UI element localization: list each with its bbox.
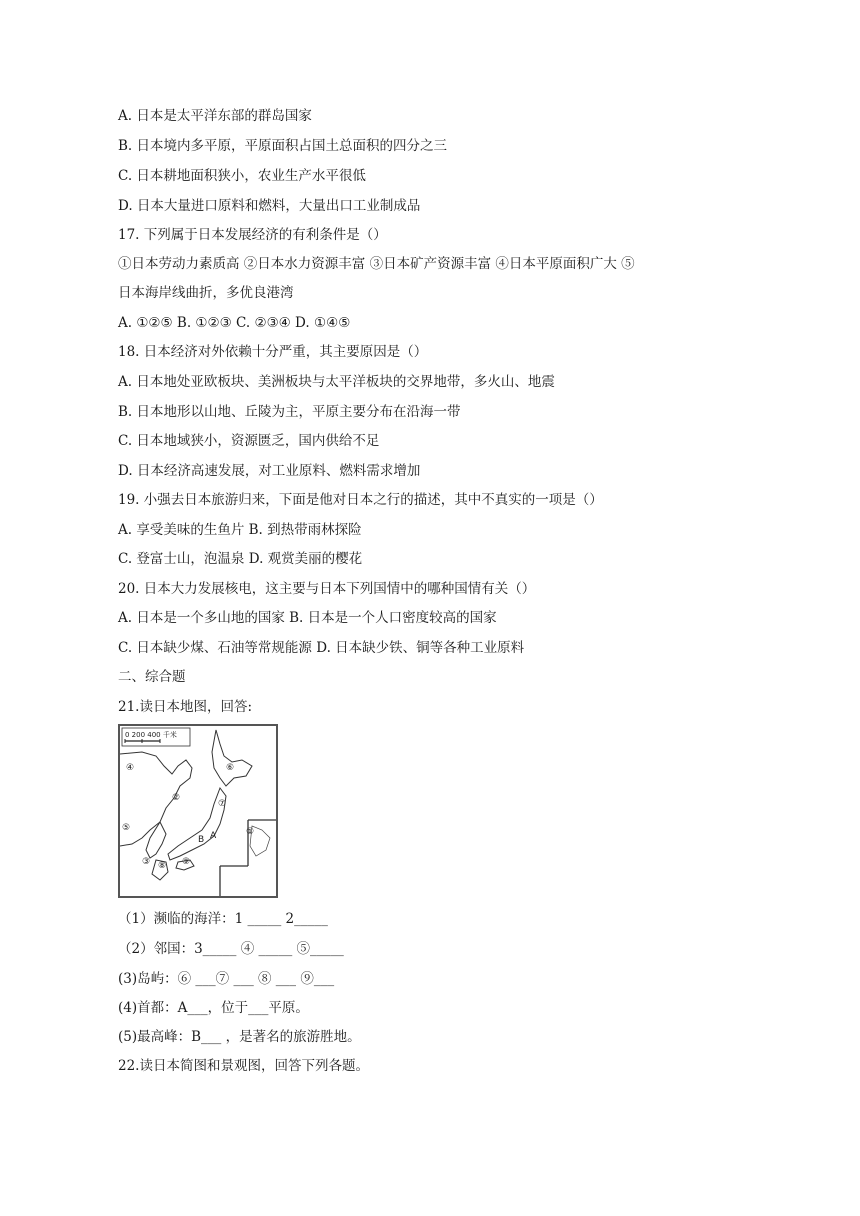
q16-option-a: A. 日本是太平洋东部的群岛国家 xyxy=(118,108,312,124)
map-marker-a: A xyxy=(210,831,217,841)
q18-option-a: A. 日本地处亚欧板块、美洲板块与太平洋板块的交界地带，多火山、地震 xyxy=(118,374,555,390)
map-marker-8: ⑧ xyxy=(158,861,167,871)
q19-options-cd: C. 登富士山，泡温泉 D. 观赏美丽的樱花 xyxy=(118,551,363,567)
hokkaido-outline xyxy=(212,730,252,786)
q16-option-d: D. 日本大量进口原料和燃料，大量出口工业制成品 xyxy=(118,198,421,214)
map-marker-6: ⑥ xyxy=(226,763,235,773)
map-marker-3: ③ xyxy=(142,857,151,867)
q18-option-b: B. 日本地形以山地、丘陵为主，平原主要分布在沿海一带 xyxy=(118,404,461,420)
q18-option-c: C. 日本地域狭小，资源匮乏，国内供给不足 xyxy=(118,433,380,449)
q16-option-b: B. 日本境内多平原，平原面积占国土总面积的四分之三 xyxy=(118,138,448,154)
q18-option-d: D. 日本经济高速发展，对工业原料、燃料需求增加 xyxy=(118,463,421,479)
q21-sub-2: （2）邻国：3_____ ④ _____ ⑤_____ xyxy=(118,941,344,957)
map-marker-b: B xyxy=(198,835,205,845)
section-title: 二、综合题 xyxy=(118,669,186,685)
korean-peninsula xyxy=(146,822,166,858)
q21-sub-5: (5)最高峰：B___ ，是著名的旅游胜地。 xyxy=(118,1029,361,1045)
q17-conditions-line2: 日本海岸线曲折，多优良港湾 xyxy=(118,285,294,301)
q20-stem: 20. 日本大力发展核电，这主要与日本下列国情中的哪种国情有关（） xyxy=(118,581,536,597)
map-marker-7: ⑦ xyxy=(218,799,227,809)
map-marker-2: ② xyxy=(172,793,181,803)
japan-map xyxy=(118,724,278,898)
q22-stem: 22.读日本简图和景观图，回答下列各题。 xyxy=(118,1058,369,1074)
q17-conditions-line1: ①日本劳动力素质高 ②日本水力资源丰富 ③日本矿产资源丰富 ④日本平原面积广大 ⑤ xyxy=(118,256,635,272)
q19-stem: 19. 小强去日本旅游归来，下面是他对日本之行的描述，其中不真实的一项是（） xyxy=(118,492,603,508)
map-scale-label: 0 200 400 千米 xyxy=(125,731,177,739)
q16-option-c: C. 日本耕地面积狭小，农业生产水平很低 xyxy=(118,168,366,184)
q21-stem: 21.读日本地图，回答: xyxy=(118,699,253,715)
q17-options: A. ①②⑤ B. ①②③ C. ②③④ D. ①④⑤ xyxy=(118,315,351,331)
map-marker-9: ⑨ xyxy=(182,857,191,867)
q17-stem: 17. 下列属于日本发展经济的有利条件是（） xyxy=(118,227,387,243)
q18-stem: 18. 日本经济对外依赖十分严重，其主要原因是（） xyxy=(118,344,428,360)
q21-sub-1: （1）濒临的海洋：1 _____ 2_____ xyxy=(118,911,328,927)
q20-options-cd: C. 日本缺少煤、石油等常规能源 D. 日本缺少铁、铜等各种工业原料 xyxy=(118,640,525,656)
q20-options-ab: A. 日本是一个多山地的国家 B. 日本是一个人口密度较高的国家 xyxy=(118,610,497,626)
map-marker-4: ④ xyxy=(126,763,135,773)
q21-sub-4: (4)首都：A___，位于___平原。 xyxy=(118,1000,309,1016)
q21-sub-3: (3)岛屿：⑥ ___⑦ ___ ⑧ ___ ⑨___ xyxy=(118,971,335,987)
map-marker-1: ① xyxy=(246,827,255,837)
map-marker-5: ⑤ xyxy=(122,823,131,833)
q19-options-ab: A. 享受美味的生鱼片 B. 到热带雨林探险 xyxy=(118,522,362,538)
